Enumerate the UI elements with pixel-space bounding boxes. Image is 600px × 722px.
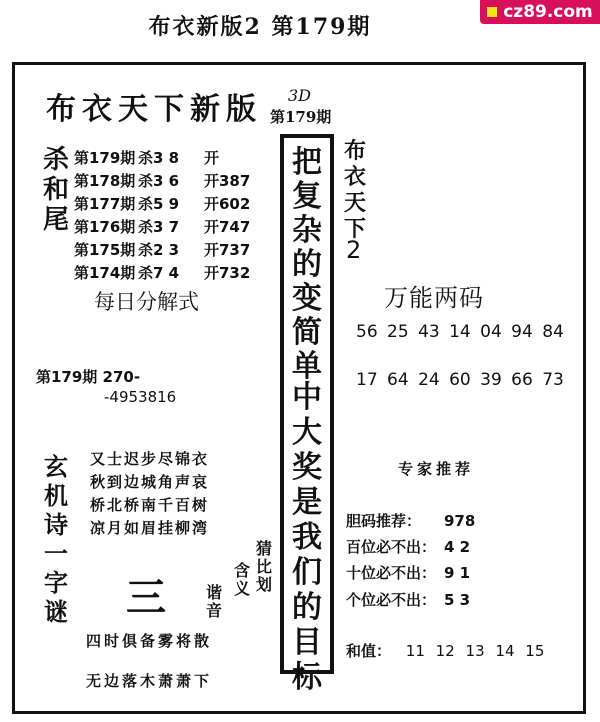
reco-item [346,510,475,531]
sum-row [346,640,550,661]
open-cell: 开747 [204,218,251,236]
site-badge[interactable] [480,0,600,24]
sum-value: 14 [495,642,515,660]
period-cell: 第179期 [74,149,136,167]
kill-tail-title: 杀和尾 [42,145,69,235]
code-line-2: -4953816 [104,388,177,406]
reco-value: 5 3 [444,591,471,609]
period-cell: 第178期 [74,172,136,190]
clue-line-2: 无边落木萧萧下 [86,672,213,690]
reco-label: 十位必不出： [346,564,437,582]
poem-lines [90,448,209,540]
sum-value: 11 [405,642,425,660]
period-cell: 第175期 [74,241,136,259]
kill-cell: 杀3 8 [138,149,180,167]
riddle-hint-1: 谐音 [206,583,223,620]
brand-name: 布衣天下新版 [46,92,262,127]
table-row [74,261,264,284]
square-icon [487,7,497,17]
period-cell: 第174期 [74,264,136,282]
table-row [74,238,264,261]
riddle-big-char: 三 [126,574,166,621]
open-cell: 开 [204,149,220,167]
reco-value: 9 1 [444,564,471,582]
kill-cell: 杀3 7 [138,218,180,236]
period-label: 第179期 [270,108,332,126]
riddle-hint-2: 含义 [234,561,251,598]
wanneng-row-1: 56 25 43 14 04 94 84 [356,322,564,342]
riddle-hint-3: 猜比划 [256,539,273,594]
daily-formula-label: 每日分解式 [94,290,199,314]
slogan-part-1: 把复杂的变简单 [292,145,322,384]
reco-label: 百位必不出： [346,538,437,556]
kill-cell: 杀7 4 [138,264,180,282]
reco-item [346,589,470,610]
table-row [74,215,264,238]
poem-line: 又士迟步尽锦衣 [90,450,210,468]
kill-cell: 杀2 3 [138,241,180,259]
reco-label: 个位必不出： [346,591,437,609]
open-cell: 开737 [204,241,251,259]
sum-value: 15 [525,642,545,660]
wanneng-row-2: 17 64 24 60 39 66 73 [356,370,564,390]
table-row [74,169,264,192]
open-cell: 开732 [204,264,251,282]
page-title: 布衣新版2 第179期 [148,14,372,40]
open-cell: 开602 [204,195,251,213]
brand-number: 2 [346,236,362,264]
period-cell: 第176期 [74,218,136,236]
slogan-box [280,134,334,695]
sum-value: 13 [465,642,485,660]
expert-title: 专家推荐 [398,460,475,478]
kill-cell: 杀3 6 [138,172,180,190]
reco-item [346,536,470,557]
kill-cell: 杀5 9 [138,195,180,213]
table-row [74,192,264,215]
period-cell: 第177期 [74,195,136,213]
poem-line: 秋到边城角声哀 [90,473,210,491]
clue-line-1: 四时俱备雾将散 [86,632,213,650]
brand-vertical: 布衣天下 [343,138,366,242]
poem-title: 玄机诗一字谜 [44,452,68,626]
table-row [74,146,264,169]
slogan-part-2: 中大奖是我们的目标 [292,380,322,695]
open-cell: 开387 [204,172,251,190]
reco-value: 4 2 [444,538,471,556]
site-badge-text: cz89.com [503,2,593,22]
reco-label: 胆码推荐： [346,512,422,530]
kill-tail-table [74,146,264,284]
sum-value: 12 [435,642,455,660]
reco-item [346,562,470,583]
poem-line: 桥北桥南千百树 [90,496,210,514]
reco-value: 978 [444,512,476,530]
sum-label: 和值： [346,642,392,660]
code-line-1: 第179期 270- [36,368,141,386]
poem-line: 凉月如眉挂柳湾 [90,519,210,537]
wanneng-title: 万能两码 [384,284,484,312]
label-3d: 3D [288,86,312,105]
